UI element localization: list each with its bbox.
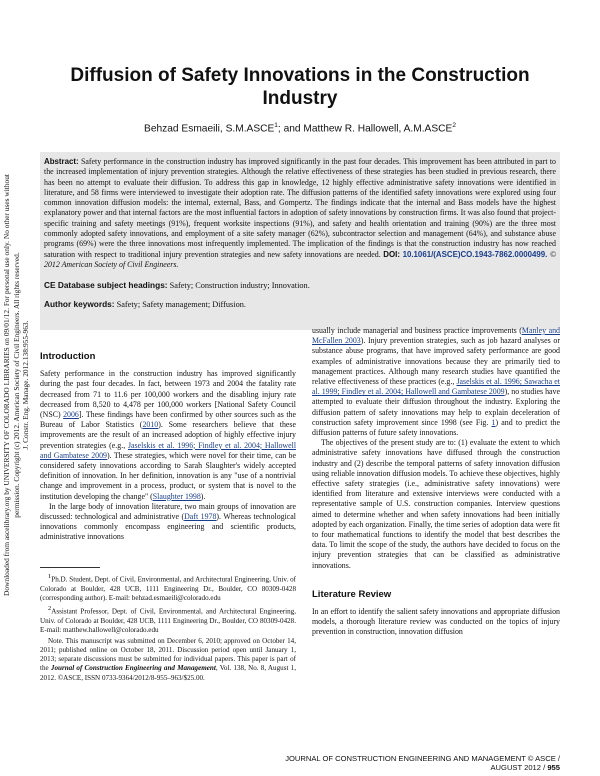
author-keywords-label: Author keywords:: [44, 299, 115, 309]
citation-link[interactable]: Jaselskis et al. 1996; Findley et al. 2004; Hallowell and Gambatese 2009: [40, 440, 297, 460]
figure-link[interactable]: 1: [491, 417, 496, 427]
intro-paragraph-1: [40, 369, 296, 502]
page-number: 955: [547, 763, 560, 772]
note-text: Note. This manuscript was submitted on December 6, 2010; approved on October 14, 2011; published online on October 18, 2011. Discussion period open until January 1, 2013; separate discussions must be submitted for individual papers. This paper is part of the: [40, 636, 296, 673]
abstract-label: Abstract:: [44, 157, 79, 166]
footnote-1: [40, 572, 296, 603]
citation-link[interactable]: Jaselskis et al. 1996; Sawacha et al. 1999; Findley et al. 2004; Hallowell and Gambatese 2009: [312, 377, 560, 397]
introduction-heading: Introduction: [40, 351, 96, 362]
abstract-text: Safety performance in the construction industry has improved significantly in the past four decades. This improvement has been attributed in part to the increased implementation of injury prevention strategies. Although the relative effectiveness of these strategies has been studied in previous research, there has been no attempt to evaluate their diffusion. To address this gap in knowledge, 12 highly effective administrative safety innovations were identified in literature, and 58 firms were interviewed to investigate their adoption rate. The diffusion patterns of the identified safety innovations were explored using four common innovation diffusion models: the internal, external, Bass, and Gompertz. The findings indicate that the internal and Bass models have the highest explanatory power and that internal factors are the most influential factors in adoption of safety innovations by construction firms. It was also found that project-specific training and safety meetings (91%), frequent worksite inspections (91%), and safety and health orientation and training (90%) are the three most commonly adopted safety innovations, and employment of a site safety manager (62%), subcontractor selection and management (64%), and substance abuse programs (69%) were the three innovations most infrequently implemented. The implication of the findings is that the construction industry has now reached saturation with respect to traditional injury prevention strategies and new safety innovations are needed.: [44, 157, 556, 259]
right-column: [312, 326, 560, 638]
intro-text: ).: [200, 491, 206, 501]
intro-paragraph-2: [40, 502, 296, 543]
intro-text: ]. These findings have been confirmed by other sources such as the Bureau of Labor Statistics (: [40, 410, 296, 430]
body-text: ) and to predict the diffusion patterns of future safety innovations.: [312, 417, 560, 438]
author-2: Matthew R. Hallowell, A.M.ASCE: [303, 123, 453, 135]
author-2-affiliation: 2: [452, 122, 456, 129]
citation-link[interactable]: 2006: [63, 410, 79, 420]
footnote-rule: [40, 567, 100, 568]
body-text: ). Injury prevention strategies, such as job hazard analyses or substance abuse programs, that have improved safety performance are good examples of administrative innovations because they are primarily tied to management practices. Although many research studies have quantified the relative effectiveness of these practices (e.g.,: [312, 336, 560, 387]
ce-database-value: Safety; Construction industry; Innovation.: [169, 281, 310, 290]
citation-link[interactable]: Daft 1978: [184, 512, 217, 522]
side-margin-text: [2, 170, 31, 600]
paper-title: Diffusion of Safety Innovations in the Construction Industry: [70, 65, 530, 109]
right-paragraph-1: [312, 326, 560, 438]
doi-link[interactable]: 10.1061/(ASCE)CO.1943-7862.0000499.: [402, 249, 548, 259]
footnote-2: [40, 604, 296, 635]
ce-database-label: CE Database subject headings:: [44, 280, 168, 290]
author-1-affiliation: 1: [274, 122, 278, 129]
author-keywords-row: [44, 299, 556, 310]
footer-journal: JOURNAL OF CONSTRUCTION ENGINEERING AND MANAGEMENT © ASCE / AUGUST 2012 /: [285, 754, 560, 772]
side-citation: J. Constr. Eng. Manage. 2012.138:955-963.: [21, 320, 30, 450]
citation-link[interactable]: Manley and McFallen 2003: [312, 326, 560, 346]
note-journal: Journal of Construction Engineering and Management: [50, 664, 216, 673]
page-footer: [260, 754, 560, 772]
literature-review-paragraph: In an effort to identify the salient safety innovations and appropriate diffusion models, a thorough literature review was conducted on the topics of injury prevention in construction, innovation diffusion: [312, 607, 560, 637]
author-1: Behzad Esmaeili, S.M.ASCE: [144, 123, 275, 135]
footnote-1-marker: 1: [48, 573, 52, 580]
body-text: usually include managerial and business practice improvements (: [312, 326, 522, 335]
note-text: , Vol. 138, No. 8, August 1, 2012. ©ASCE, ISSN 0733-9364/2012/8-955–963/$25.00.: [40, 664, 296, 682]
footnote-1-text: Ph.D. Student, Dept. of Civil, Environmental, and Architectural Engineering, Univ. of Colorado at Boulder, 428 UCB, 1111 Engineering Dr., Boulder, CO 80309-0428 (corresponding author). E-mail: behzad.esmaeili@colorado.edu: [40, 575, 296, 602]
author-line: [60, 122, 540, 134]
manuscript-note: [40, 637, 296, 683]
doi-label: DOI:: [383, 249, 400, 259]
footnote-2-marker: 2: [48, 605, 52, 613]
left-column: [40, 352, 296, 543]
intro-text: Safety performance in the construction industry has improved significantly during the past four decades. In fact, between 1973 and 2004 the fatality rate decreased from 71 to 11.6 per 100,000 workers and the disabling injury rate decreased from 8,520 to 4,478 per 100,000 workers [National Safety Council (NSC): [40, 369, 296, 420]
citation-link[interactable]: Slaughter 1998: [152, 491, 201, 501]
author-separator: ; and: [277, 123, 304, 135]
author-keywords-value: Safety; Safety management; Diffusion.: [116, 300, 246, 309]
footnotes: [40, 572, 296, 684]
subject-headings: [44, 280, 556, 318]
side-note: Downloaded from ascelibrary.org by UNIVERSITY OF COLORADO LIBRARIES on 09/01/12. For personal use only. No other uses without permission. Copyright (c) 2012. American Society of Civil Engineers. All rights reserved.: [2, 174, 21, 596]
intro-text: ). Whereas technological innovations commonly encompass engineering and scientific products, administrative innovations: [40, 512, 296, 542]
citation-link[interactable]: 2010: [142, 420, 159, 430]
literature-review-heading: Literature Review: [312, 588, 392, 600]
right-paragraph-2: The objectives of the present study are to: (1) evaluate the extent to which administrative safety innovations have diffused through the construction industry and (2) describe the temporal patterns of safety innovation diffusion using reliable innovation diffusion models. To achieve these objectives, highly effective safety strategies (i.e., administrative safety innovations) were identified from literature and extensive interviews were conducted with a representative sample of U.S. construction companies. Interview questions aimed to determine whether and when safety innovations had been initially adopted by each organization. Finally, the time series of adoption data were fit to four mathematical functions to identify the model that best describes the data. To limit the scope of the study, the authors have decided to focus on the injury prevention strategies that can be classified as administrative innovations.: [312, 438, 560, 570]
side-margin-note: [2, 170, 36, 600]
body-text: ), no studies have attempted to evaluate their diffusion throughout the industry. Exploring the diffusion pattern of safety innovations may help to explain deceleration of construction safety improvement since 1998 (see Fig.: [312, 387, 560, 427]
footnote-2-text: Assistant Professor, Dept. of Civil, Environmental, and Architectural Engineering, Univ. of Colorado at Boulder, 428 UCB, 1111 Engineering Dr., Boulder, CO 80309-0428. E-mail: matthew.hallowell@colorado.edu: [40, 607, 296, 635]
intro-text: ). Some researchers believe that these improvements are the result of an increased adoption of highly effective injury prevention strategies (e.g.,: [40, 420, 296, 450]
intro-text: ). These strategies, which were novel for their time, can be considered safety innovations according to Sarah Slaughter's widely accepted definition of innovation. In her definition, innovation is any "use of a nontrivial change and improvement in a process, product, or system that is novel to the institution developing the change" (: [40, 450, 296, 501]
copyright: © 2012 American Society of Civil Engineers.: [44, 249, 556, 269]
abstract: [44, 157, 556, 270]
intro-text: In the large body of innovation literature, two main groups of innovation are discussed: technological and administrative (: [40, 501, 296, 522]
ce-database-row: [44, 280, 556, 291]
